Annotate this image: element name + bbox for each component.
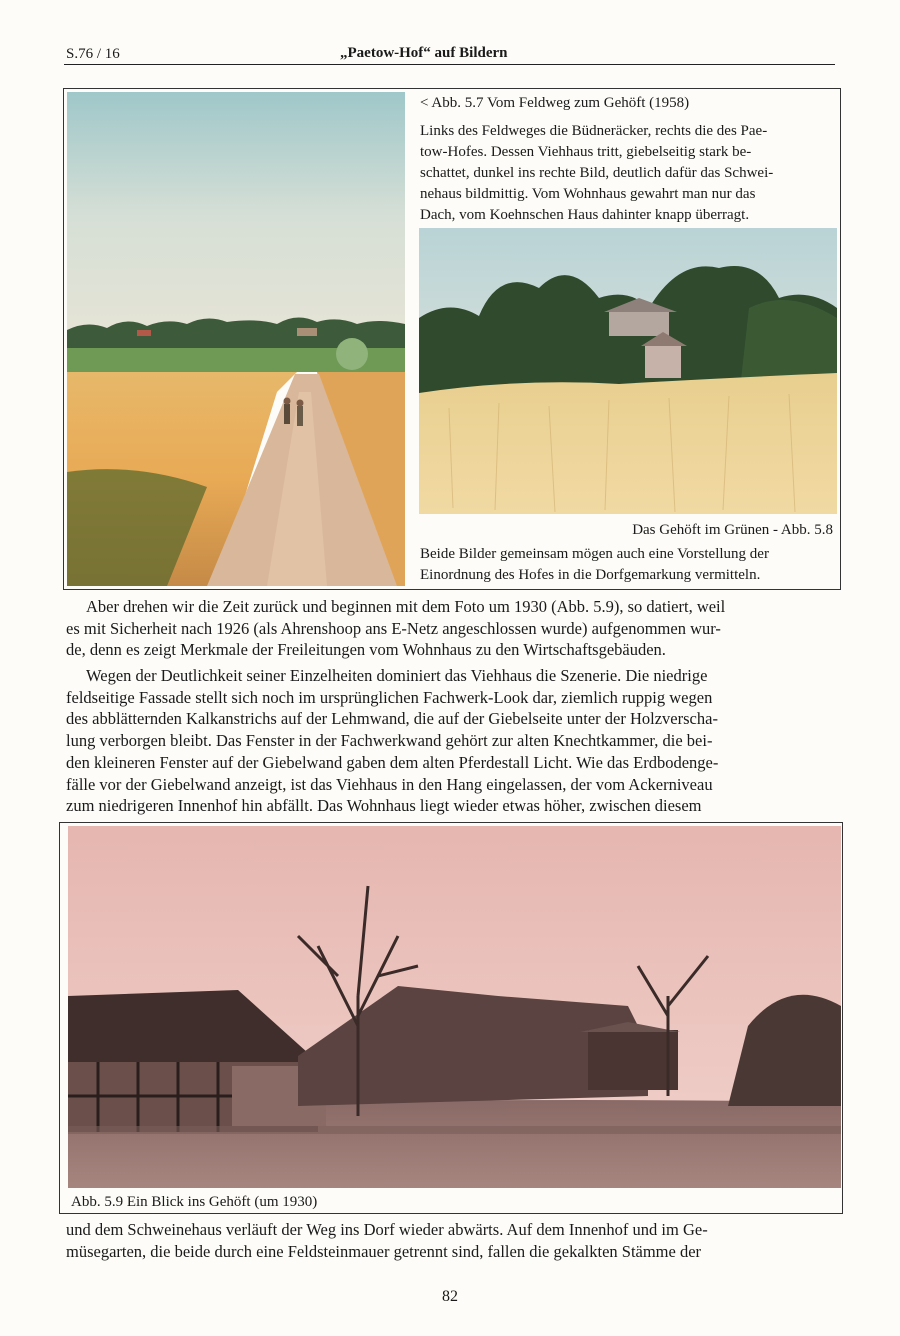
field-path-image <box>67 92 405 586</box>
figure-5-9-caption: Abb. 5.9 Ein Blick ins Gehöft (um 1930) <box>71 1194 318 1210</box>
caption-line: Links des Feldweges die Büdneräcker, rechts die des Pae- <box>420 123 768 139</box>
figure-5-7-title: < Abb. 5.7 Vom Feldweg zum Gehöft (1958) <box>420 95 690 111</box>
paragraph-3 <box>66 1219 836 1262</box>
photo-field-path-1958 <box>67 92 405 586</box>
page-number: 82 <box>442 1288 458 1305</box>
running-header-title: „Paetow-Hof“ auf Bildern <box>340 45 508 61</box>
caption-line: nehaus bildmittig. Vom Wohnhaus gewahrt man nur das <box>420 186 756 202</box>
paragraph-1 <box>66 596 836 661</box>
figure-5-7-description <box>420 121 834 226</box>
text-line: des abblätternden Kalkanstrichs auf der Lehmwand, die auf der Giebelseite unter der Holzverscha- <box>66 709 718 729</box>
photo-farm-view-1930 <box>68 826 841 1188</box>
caption-line: tow-Hofes. Dessen Viehhaus tritt, giebelseitig stark be- <box>420 144 752 160</box>
text-line: es mit Sicherheit nach 1926 (als Ahrenshoop ans E-Netz angeschlossen wurde) aufgenommen wur- <box>66 618 721 638</box>
text-line: zum niedrigeren Innenhof hin abfällt. Das Wohnhaus liegt wieder etwas höher, zwischen diesem <box>66 796 702 816</box>
text-line: lung verborgen bleibt. Das Fenster in der Fachwerkwand gehört zur alten Knechtkammer, die bei- <box>66 731 713 751</box>
caption-line: Dach, vom Koehnschen Haus dahinter knapp überragt. <box>420 207 750 223</box>
paragraph-2 <box>66 665 836 817</box>
text-line: Aber drehen wir die Zeit zurück und beginnen mit dem Foto um 1930 (Abb. 5.9), so datiert, weil <box>86 597 726 616</box>
farm-in-green-image <box>419 228 837 514</box>
text-line: Wegen der Deutlichkeit seiner Einzelheiten dominiert das Viehhaus die Szenerie. Die niedrige <box>86 666 708 685</box>
text-line: feldseitige Fassade stellt sich noch im ursprünglichen Fachwerk-Look dar, ziemlich ruppig wegen <box>66 687 713 707</box>
figure-5-8-description <box>420 544 834 586</box>
text-line: müsegarten, die beide durch eine Feldsteinmauer getrennt sind, fallen die gekalkten Stämme der <box>66 1241 702 1261</box>
caption-line: Einordnung des Hofes in die Dorfgemarkung vermitteln. <box>420 567 761 583</box>
farm-view-1930-image <box>68 826 841 1188</box>
text-line: den kleineren Fenster auf der Giebelwand gaben dem alten Pferdestall Licht. Wie das Erdbodenge- <box>66 752 719 772</box>
running-header-page-ref: S.76 / 16 <box>66 46 120 62</box>
text-line: fälle vor der Giebelwand anzeigt, ist das Viehhaus in den Hang eingelassen, der vom Ackerniveau <box>66 774 713 794</box>
text-line: und dem Schweinehaus verläuft der Weg ins Dorf wieder abwärts. Auf dem Innenhof und im Ge- <box>66 1220 708 1239</box>
figure-5-8-title: Das Gehöft im Grünen - Abb. 5.8 <box>632 522 833 538</box>
caption-line: schattet, dunkel ins rechte Bild, deutlich dafür das Schwei- <box>420 165 774 181</box>
header-rule <box>64 64 835 65</box>
text-line: de, denn es zeigt Merkmale der Freileitungen vom Wohnhaus zu den Wirtschaftsgebäuden. <box>66 640 666 660</box>
photo-farm-in-green <box>419 228 837 514</box>
caption-line: Beide Bilder gemeinsam mögen auch eine Vorstellung der <box>420 546 769 562</box>
